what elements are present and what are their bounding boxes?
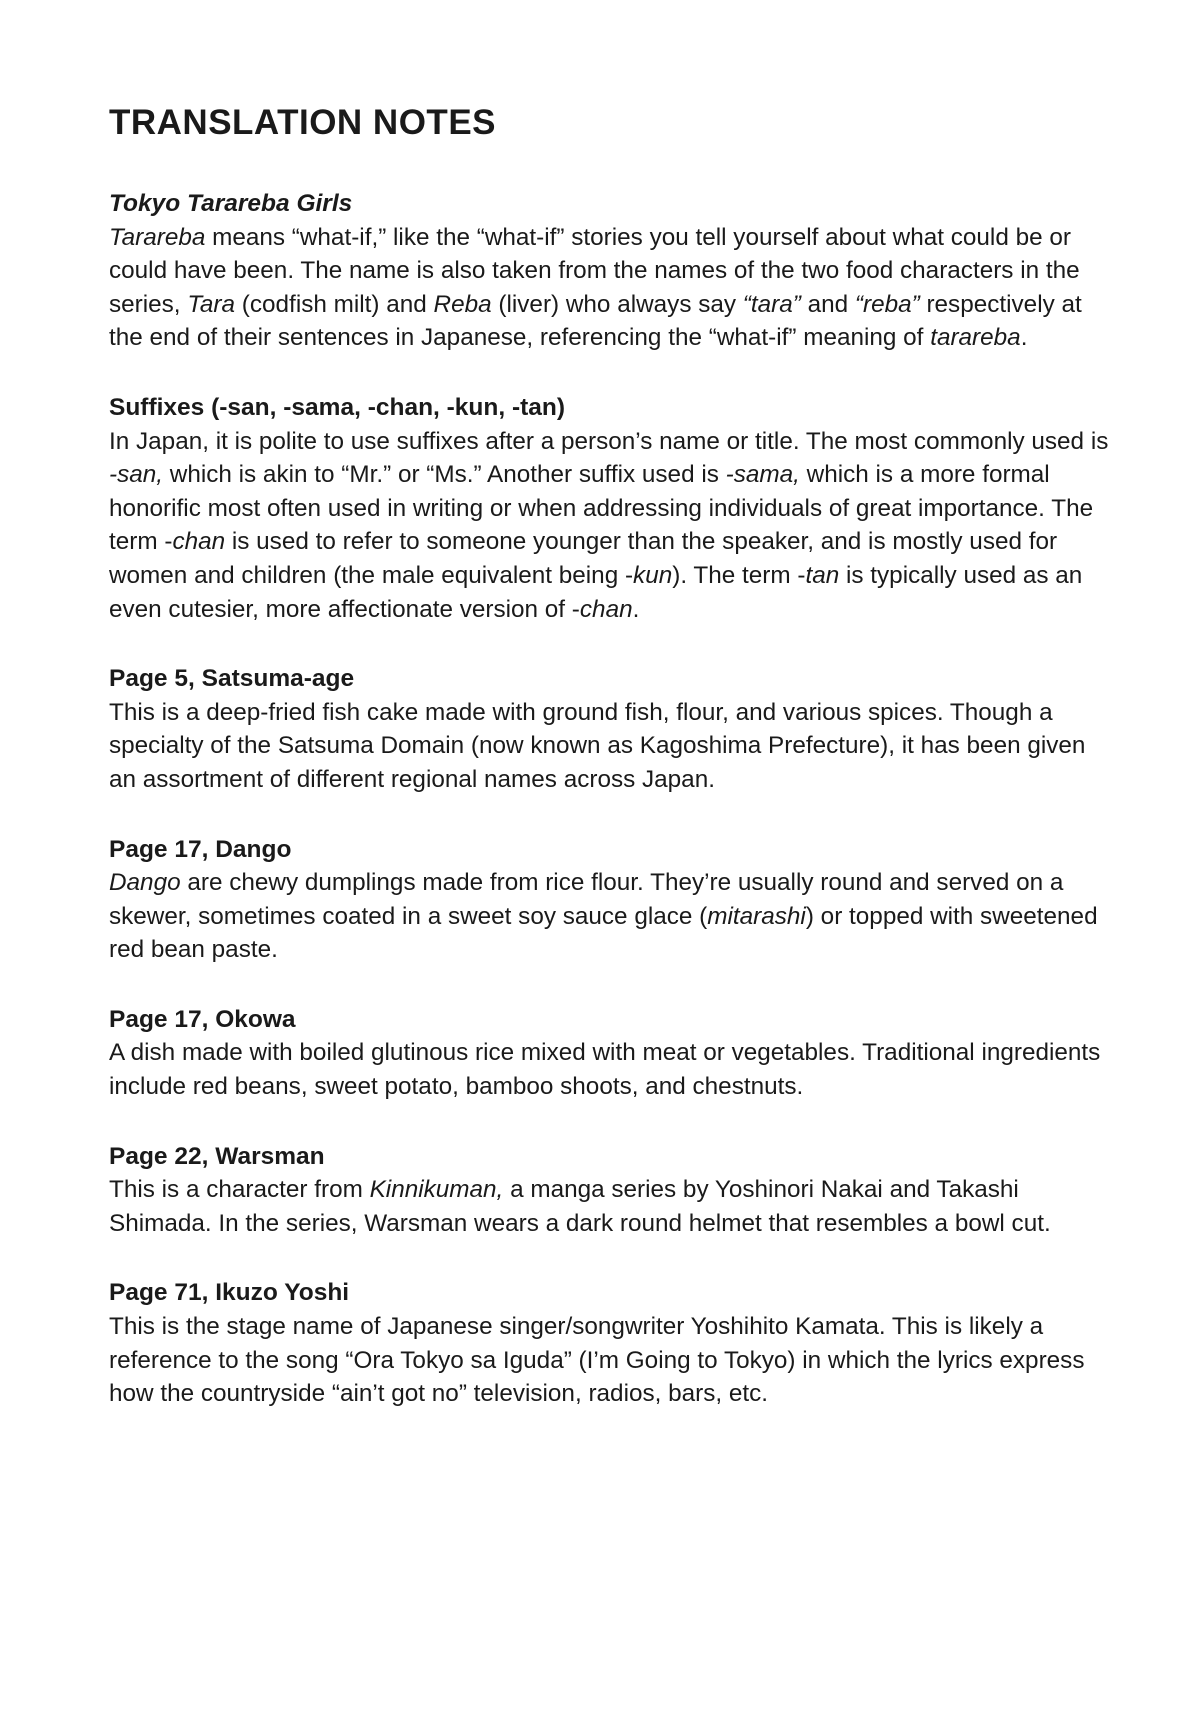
italic-term: -sama,: [725, 461, 800, 489]
body-text: is used to refer to someone younger than the speaker, and is mostly used for women and children (the male equivalent being -: [109, 528, 1058, 589]
note-heading: Page 22, Warsman: [109, 1142, 325, 1170]
italic-term: kun: [633, 561, 673, 589]
note-body: [109, 696, 1119, 797]
note-section: [109, 1003, 1119, 1104]
body-text: ) or topped with sweetened red bean paste.: [109, 902, 1098, 964]
italic-term: mitarashi: [707, 902, 806, 930]
note-section: [109, 833, 1119, 967]
note-section: [109, 391, 1119, 626]
page-title: TRANSLATION NOTES: [109, 103, 497, 142]
note-body: [109, 1310, 1119, 1411]
body-text: which is a more formal honorific most often used in writing or when addressing individuals of great importance. The term -: [109, 461, 1094, 556]
italic-term: chan: [172, 528, 226, 556]
body-text: This is a deep-fried fish cake made with ground fish, flour, and various spices. Though a specialty of the Satsuma Domain (now known as Kagoshima Prefecture), it has been given an assortment of different regional names across Japan.: [109, 698, 1086, 793]
note-body: [109, 221, 1119, 355]
italic-term: “tara”: [742, 290, 801, 318]
body-text: is typically used as an even cutesier, more affectionate version of -: [109, 561, 1083, 623]
note-heading: Page 71, Ikuzo Yoshi: [109, 1279, 350, 1307]
body-text: .: [1020, 324, 1028, 352]
body-text: respectively at the end of their sentences in Japanese, referencing the “what-if” meaning of: [109, 290, 1082, 352]
note-heading: Tokyo Tarareba Girls: [109, 190, 353, 217]
italic-term: Dango: [109, 869, 181, 897]
body-text: ). The term -: [672, 561, 806, 589]
note-section: [109, 662, 1119, 796]
body-text: are chewy dumplings made from rice flour. They’re usually round and served on a skewer, sometimes coated in a sweet soy sauce glace (: [109, 869, 1064, 930]
note-body: [109, 425, 1119, 627]
italic-term: Tarareba: [109, 223, 206, 251]
note-section: [109, 1140, 1119, 1241]
italic-term: Kinnikuman,: [369, 1176, 504, 1204]
note-heading: Page 17, Dango: [109, 835, 292, 863]
note-body: [109, 1036, 1119, 1103]
note-heading: Suffixes (-san, -sama, -chan, -kun, -tan): [109, 393, 566, 421]
notes-list: [109, 187, 1119, 1411]
body-text: (codfish milt) and: [235, 290, 434, 318]
body-text: which is akin to “Mr.” or “Ms.” Another suffix used is: [163, 461, 726, 489]
note-section: [109, 1276, 1119, 1410]
body-text: a manga series by Yoshinori Nakai and Takashi Shimada. In the series, Warsman wears a dark round helmet that resembles a bowl cut.: [109, 1176, 1051, 1237]
italic-term: Tara: [187, 290, 236, 318]
note-heading: Page 5, Satsuma-age: [109, 665, 355, 693]
body-text: .: [632, 595, 640, 623]
note-heading: Page 17, Okowa: [109, 1005, 296, 1033]
note-body: [109, 1173, 1119, 1240]
italic-term: Reba: [433, 290, 492, 318]
body-text: and: [800, 290, 855, 318]
note-body: [109, 866, 1119, 967]
translation-notes-page: [109, 102, 1119, 1447]
italic-term: “reba”: [854, 290, 920, 318]
body-text: (liver) who always say: [491, 290, 743, 318]
body-text: This is a character from: [109, 1176, 370, 1204]
italic-term: -san,: [109, 461, 164, 489]
italic-term: tan: [805, 561, 840, 589]
note-section: [109, 187, 1119, 355]
body-text: A dish made with boiled glutinous rice mixed with meat or vegetables. Traditional ingredients include red beans, sweet potato, bamboo shoots, and chestnuts.: [109, 1039, 1101, 1101]
italic-term: tarareba: [930, 324, 1021, 352]
italic-term: chan: [579, 595, 633, 623]
body-text: means “what-if,” like the “what-if” stories you tell yourself about what could be or could have been. The name is also taken from the names of the two food characters in the series,: [109, 223, 1080, 318]
body-text: This is the stage name of Japanese singer/songwriter Yoshihito Kamata. This is likely a reference to the song “Ora Tokyo sa Iguda” (I’m Going to Tokyo) in which the lyrics express how the countryside “ain’t got no” television, radios, bars, etc.: [109, 1313, 1085, 1408]
body-text: In Japan, it is polite to use suffixes after a person’s name or title. The most commonly used is: [109, 427, 1109, 455]
